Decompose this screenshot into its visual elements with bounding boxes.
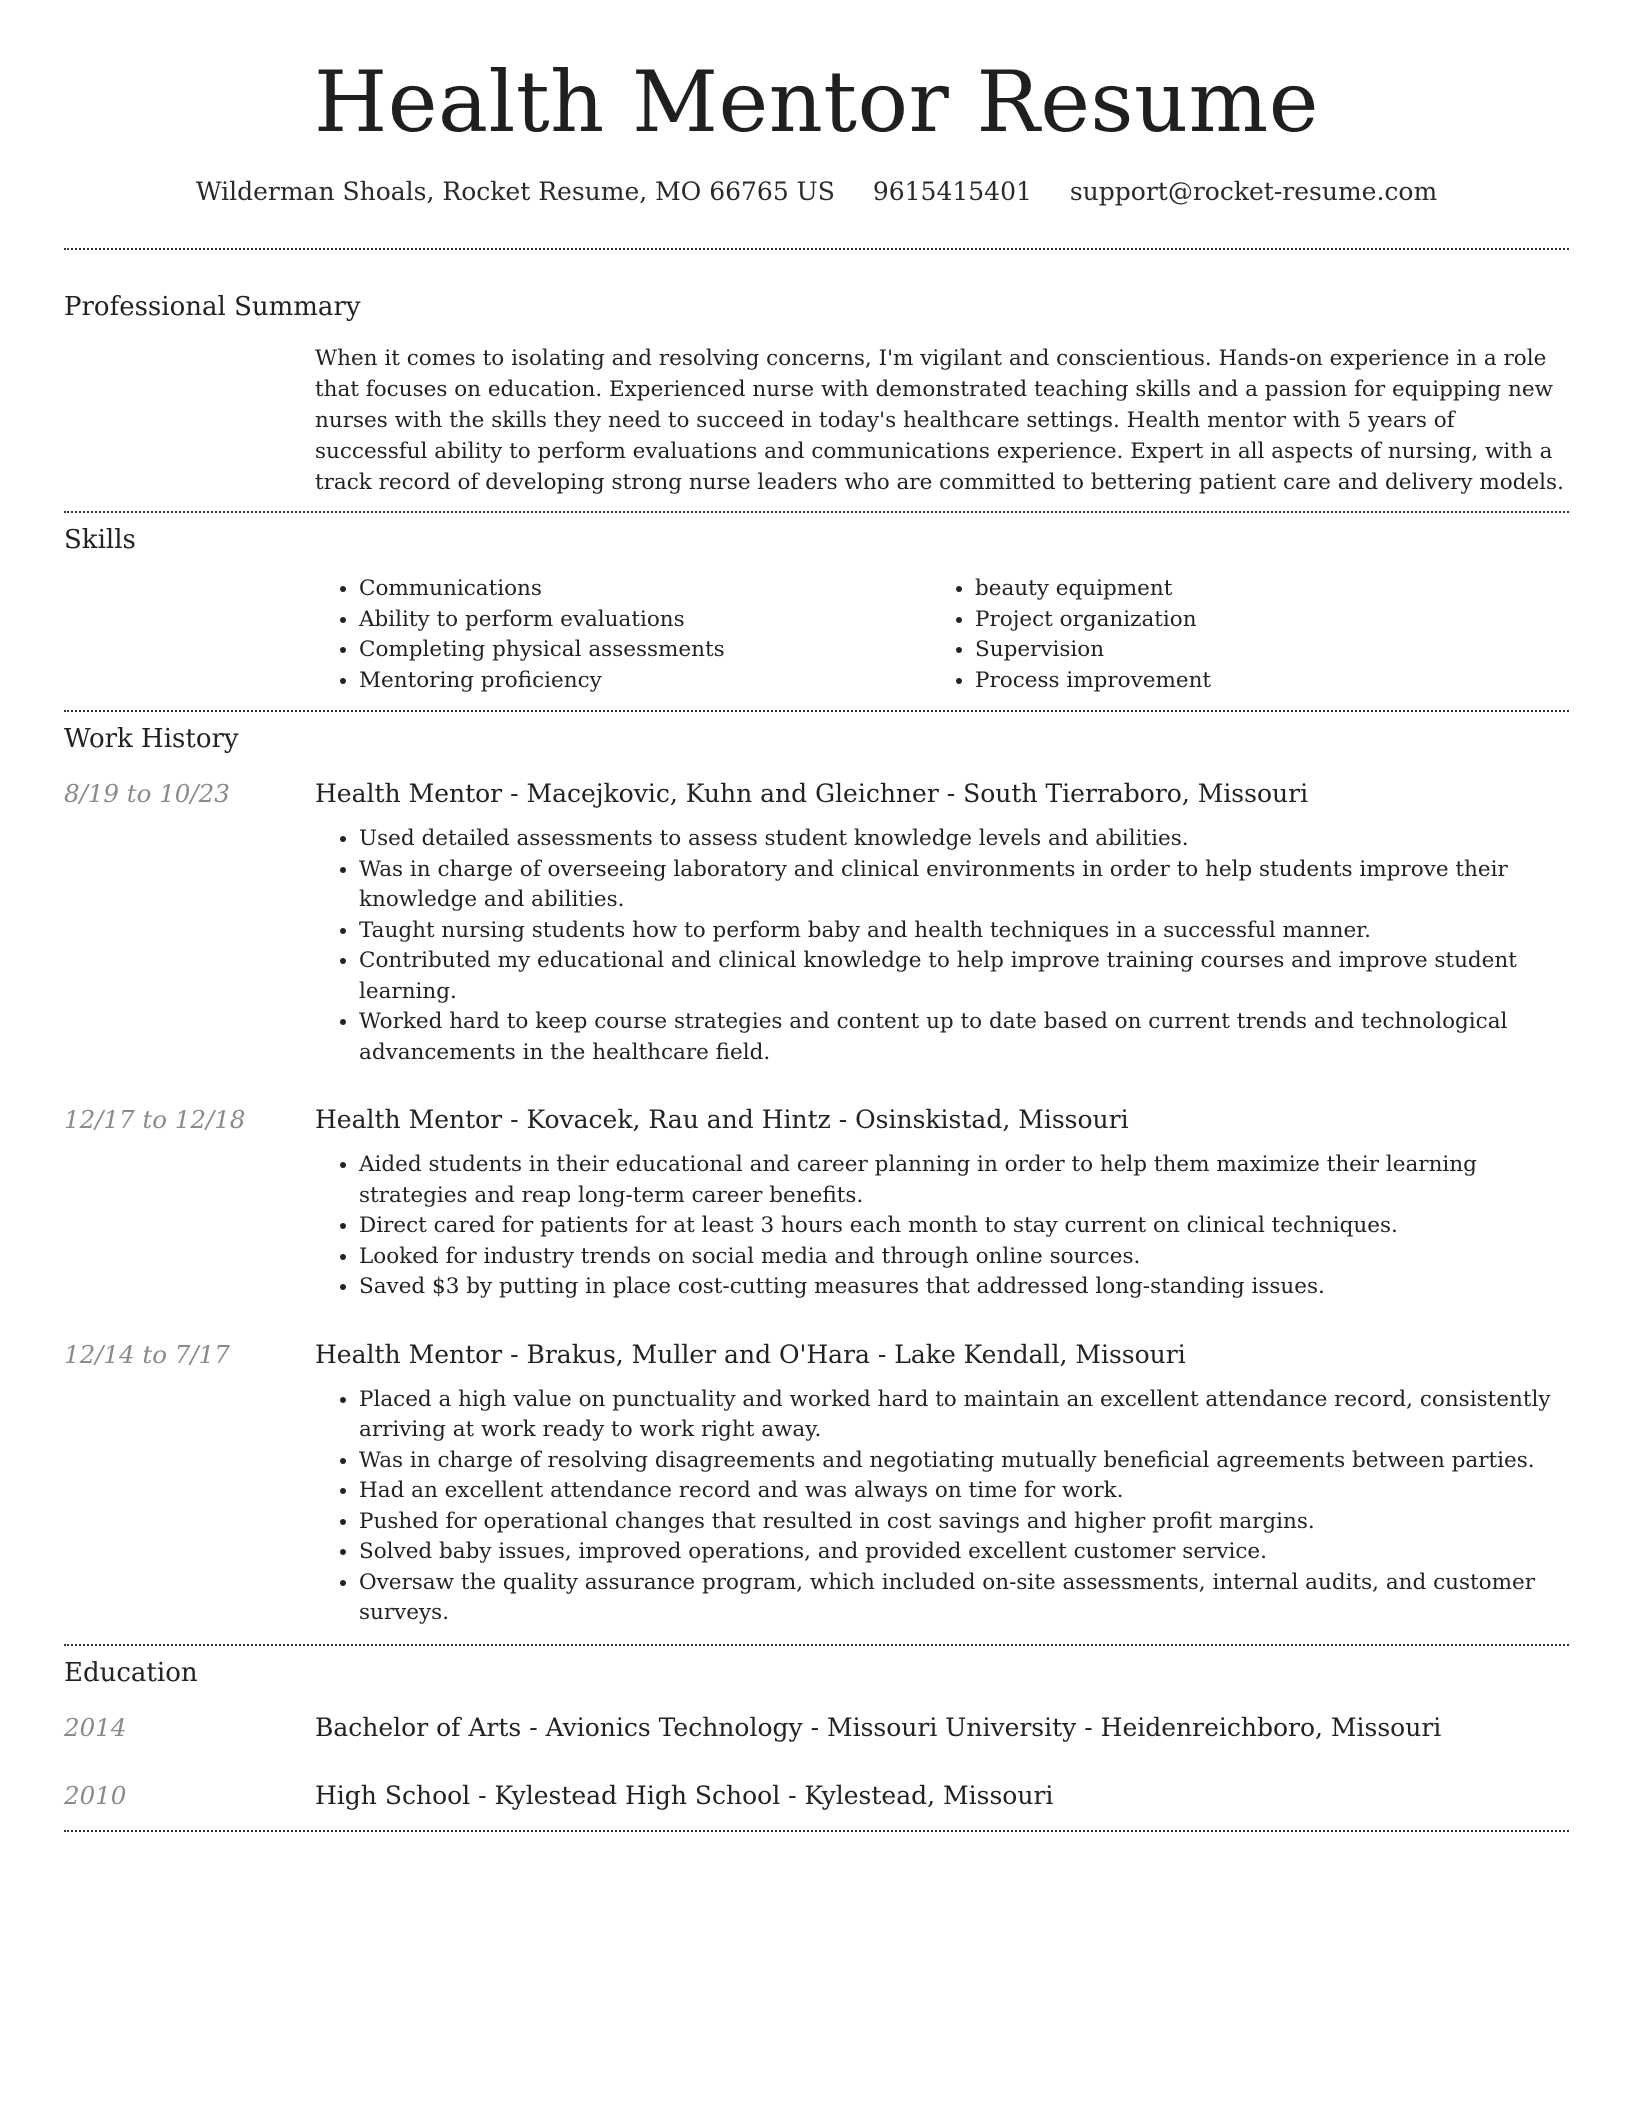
resume-title: Health Mentor Resume xyxy=(314,53,1319,151)
education-title: Bachelor of Arts - Avionics Technology - Missouri University - Heidenreichboro, Missouri xyxy=(315,1712,1442,1742)
job-bullet: • Used detailed assessments to assess student knowledge levels and abilities. xyxy=(359,824,1569,855)
skill-item: • Ability to perform evaluations xyxy=(359,605,931,636)
divider xyxy=(64,248,1569,250)
job-bullet: • Worked hard to keep course strategies and content up to date based on current trends and technological advancements in the healthcare field. xyxy=(359,1007,1569,1068)
summary-text: When it comes to isolating and resolving concerns, I'm vigilant and conscientious. Hands-on experience in a role that focuses on education. Experienced nurse with demonstrated teaching skills and a passion for equipping new nurses with the skills they need to succeed in today's healthcare settings. Health mentor with 5 years of successful ability to perform evaluations and communications experience. Expert in all aspects of nursing, with a track record of developing strong nurse leaders who are committed to bettering patient care and delivery models. xyxy=(315,346,1564,495)
work-section xyxy=(64,722,1569,1629)
skill-item: • beauty equipment xyxy=(975,574,1547,605)
job-bullet: • Had an excellent attendance record and was always on time for work. xyxy=(359,1476,1569,1507)
job-body xyxy=(315,1104,1569,1303)
email: support@rocket-resume.com xyxy=(1069,177,1438,206)
skills-columns xyxy=(315,574,1569,696)
job-bullet: • Solved baby issues, improved operations, and provided excellent customer service. xyxy=(359,1537,1569,1568)
skill-item: • Mentoring proficiency xyxy=(359,666,931,697)
summary-section xyxy=(64,290,1569,498)
skill-item: • Completing physical assessments xyxy=(359,635,931,666)
resume-page xyxy=(64,0,1569,1832)
address: Wilderman Shoals, Rocket Resume, MO 66765 US xyxy=(195,177,835,206)
section-heading-skills: Skills xyxy=(64,525,136,555)
job-body xyxy=(315,1339,1569,1629)
skill-item: • Project organization xyxy=(975,605,1547,636)
job-bullets xyxy=(315,824,1569,1068)
job-dates: 12/17 to 12/18 xyxy=(64,1105,246,1134)
section-heading-summary: Professional Summary xyxy=(64,292,361,322)
job-bullet: • Placed a high value on punctuality and worked hard to maintain an excellent attendance record, consistently arriving at work ready to work right away. xyxy=(359,1385,1569,1446)
job-body xyxy=(315,778,1569,1068)
skill-item: • Communications xyxy=(359,574,931,605)
job-bullet: • Looked for industry trends on social media and through online sources. xyxy=(359,1242,1569,1273)
job-bullet: • Direct cared for patients for at least 3 hours each month to stay current on clinical techniques. xyxy=(359,1211,1569,1242)
skill-item: • Process improvement xyxy=(975,666,1547,697)
job-dates: 12/14 to 7/17 xyxy=(64,1339,230,1369)
job-bullet: • Aided students in their educational and career planning in order to help them maximize their learning strategies and reap long-term career benefits. xyxy=(359,1150,1569,1211)
job-bullet: • Pushed for operational changes that resulted in cost savings and higher profit margins. xyxy=(359,1507,1569,1538)
job-entry xyxy=(64,1104,1569,1303)
job-entry xyxy=(64,778,1569,1068)
job-entry xyxy=(64,1339,1569,1629)
phone: 9615415401 xyxy=(872,177,1032,206)
education-title: High School - Kylestead High School - Kylestead, Missouri xyxy=(315,1780,1054,1810)
divider xyxy=(64,710,1569,712)
job-title: Health Mentor - Brakus, Muller and O'Hara - Lake Kendall, Missouri xyxy=(315,1339,1186,1369)
skills-list-right xyxy=(931,574,1547,696)
job-bullet: • Taught nursing students how to perform baby and health techniques in a successful manner. xyxy=(359,916,1569,947)
divider xyxy=(64,511,1569,513)
job-bullet: • Was in charge of resolving disagreements and negotiating mutually beneficial agreements between parties. xyxy=(359,1446,1569,1477)
job-bullets xyxy=(315,1150,1569,1303)
education-entry xyxy=(64,1780,1569,1812)
job-dates: 8/19 to 10/23 xyxy=(64,779,230,808)
education-year: 2010 xyxy=(64,1780,127,1810)
contact-line xyxy=(64,176,1569,208)
education-year: 2014 xyxy=(64,1712,127,1742)
job-title: Health Mentor - Macejkovic, Kuhn and Gleichner - South Tierraboro, Missouri xyxy=(315,779,1309,808)
section-heading-education: Education xyxy=(64,1657,198,1688)
job-title: Health Mentor - Kovacek, Rau and Hintz - Osinskistad, Missouri xyxy=(315,1105,1129,1134)
job-bullet: • Contributed my educational and clinical knowledge to help improve training courses and improve student learning. xyxy=(359,946,1569,1007)
skill-item: • Supervision xyxy=(975,635,1547,666)
skills-section xyxy=(64,523,1569,696)
skills-list-left xyxy=(315,574,931,696)
divider xyxy=(64,1830,1569,1832)
education-section xyxy=(64,1656,1569,1812)
job-bullets xyxy=(315,1385,1569,1629)
job-bullet: • Saved $3 by putting in place cost-cutting measures that addressed long-standing issues. xyxy=(359,1272,1569,1303)
education-entry xyxy=(64,1712,1569,1744)
divider xyxy=(64,1644,1569,1646)
job-bullet: • Oversaw the quality assurance program, which included on-site assessments, internal audits, and customer surveys. xyxy=(359,1568,1569,1629)
section-heading-work: Work History xyxy=(64,724,239,754)
job-bullet: • Was in charge of overseeing laboratory and clinical environments in order to help students improve their knowledge and abilities. xyxy=(359,855,1569,916)
